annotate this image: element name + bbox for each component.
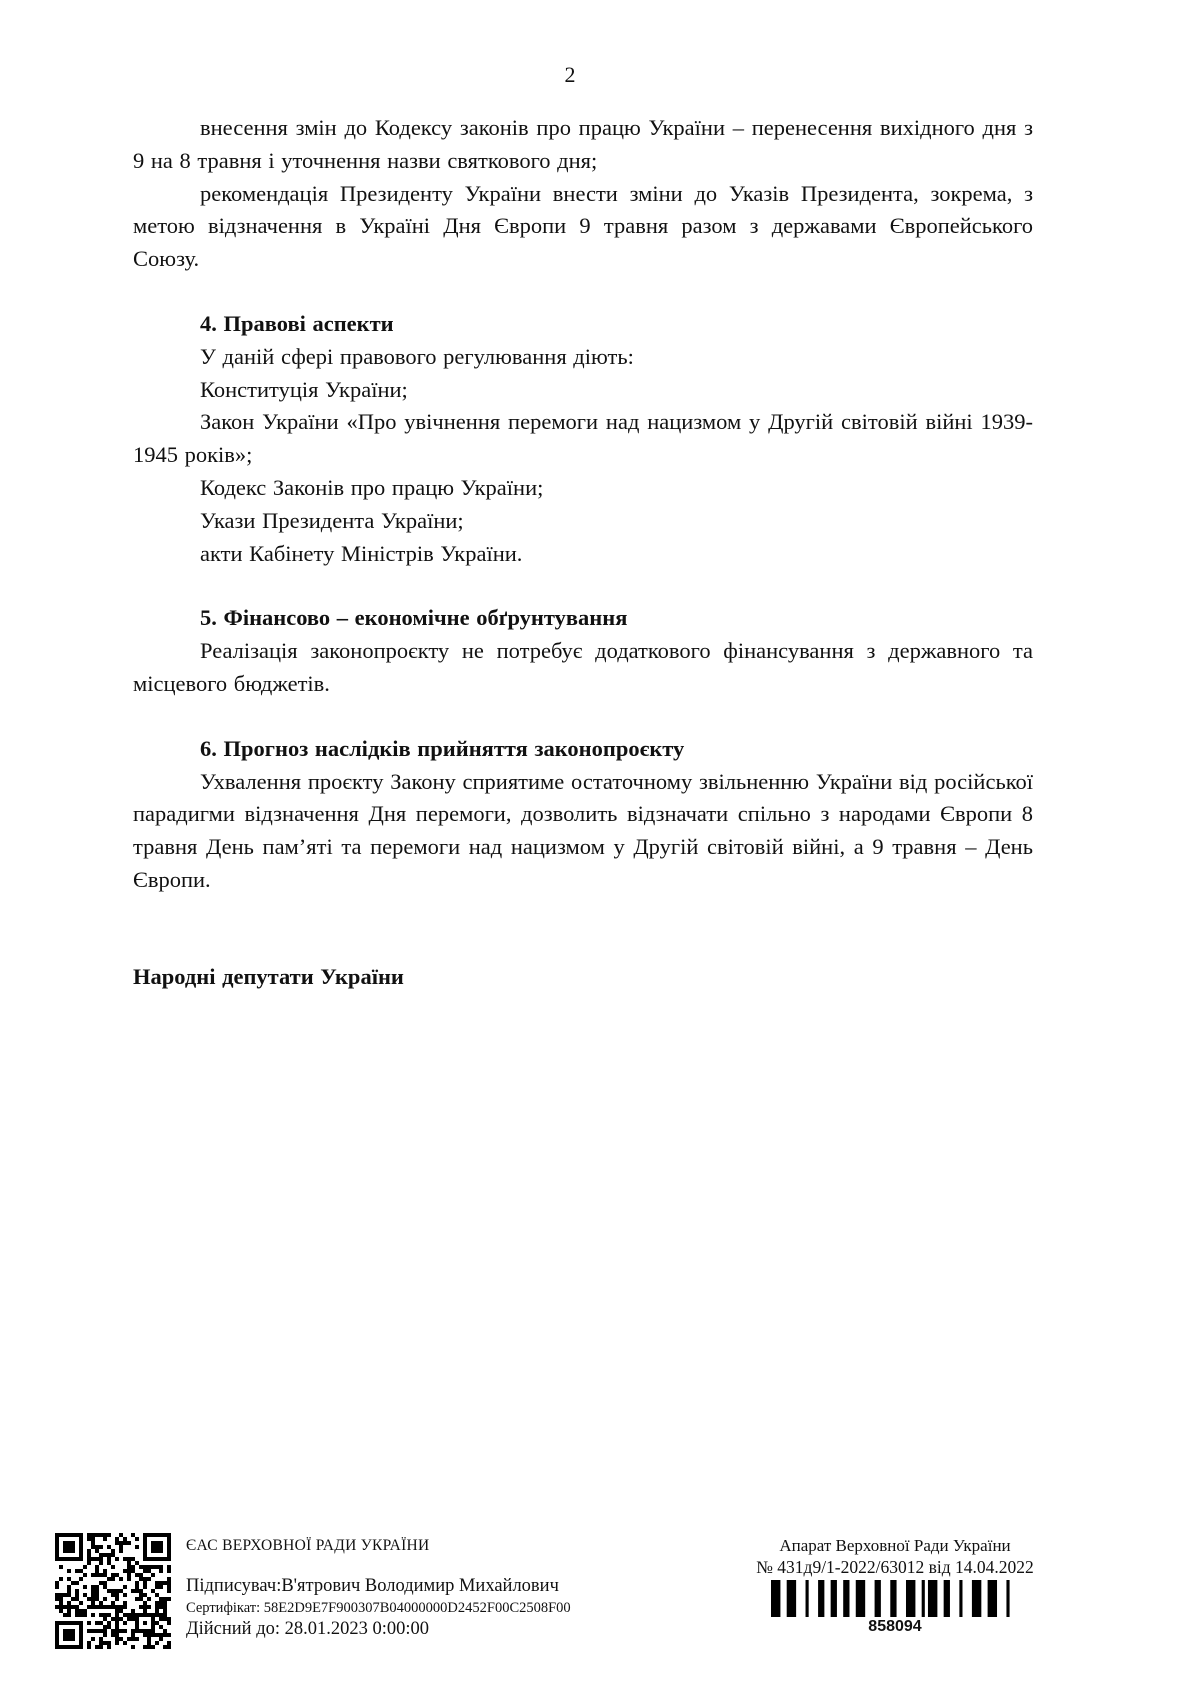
list-item: Конституція України;	[200, 376, 408, 402]
barcode-number: 858094	[868, 1618, 922, 1635]
registration-stamp	[742, 1535, 1048, 1636]
qr-code-icon	[55, 1533, 171, 1649]
page-number: 2	[564, 62, 576, 87]
paragraph: Ухвалення проєкту Закону сприятиме остаточному звільненню України від російської парадигми відзначення Дня перемоги, дозволить відзначати спільно з народами Європи 8 травня День пам’яті та перемоги над нацизмом у Другій світовій війні, а 9 травня – День Європи.	[133, 768, 1033, 892]
list-item: Кодекс Законів про працю України;	[200, 474, 544, 500]
list-item: акти Кабінету Міністрів України.	[200, 540, 523, 566]
paragraph: Реалізація законопроєкту не потребує додаткового фінансування з державного та місцевого бюджетів.	[133, 638, 1033, 696]
paragraph: внесення змін до Кодексу законів про працю України – перенесення вихідного дня з 9 на 8 травня і уточнення назви святкового дня;	[133, 115, 1033, 173]
list-item: Укази Президента України;	[200, 507, 464, 533]
signature-certificate: Сертифікат: 58E2D9E7F900307B04000000D2452F00C2508F00	[186, 1600, 571, 1616]
signatories-label: Народні депутати України	[133, 963, 404, 989]
section-heading-5: 5. Фінансово – економічне обґрунтування	[200, 605, 628, 631]
barcode-icon	[771, 1580, 1019, 1617]
signature-valid-until: Дійсний до: 28.01.2023 0:00:00	[186, 1619, 430, 1639]
signature-stamp	[186, 1537, 746, 1640]
registration-office: Апарат Верховної Ради України	[779, 1536, 1011, 1555]
document-body	[133, 112, 1033, 994]
paragraph: У даній сфері правового регулювання діють:	[200, 343, 634, 369]
list-item: Закон України «Про увічнення перемоги над нацизмом у Другій світовій війні 1939-1945 років»;	[133, 409, 1033, 468]
section-heading-6: 6. Прогноз наслідків прийняття законопроєкту	[200, 735, 685, 761]
registration-number: № 431д9/1-2022/63012 від 14.04.2022	[756, 1557, 1034, 1577]
section-heading-4: 4. Правові аспекти	[200, 310, 394, 336]
signature-signer: Підписувач:В'ятрович Володимир Михайлович	[186, 1576, 559, 1596]
signature-system-name: ЄАС ВЕРХОВНОЇ РАДИ УКРАЇНИ	[186, 1537, 430, 1554]
paragraph: рекомендація Президенту України внести зміни до Указів Президента, зокрема, з метою відзначення в Україні Дня Європи 9 травня разом з державами Європейського Союзу.	[133, 180, 1033, 272]
